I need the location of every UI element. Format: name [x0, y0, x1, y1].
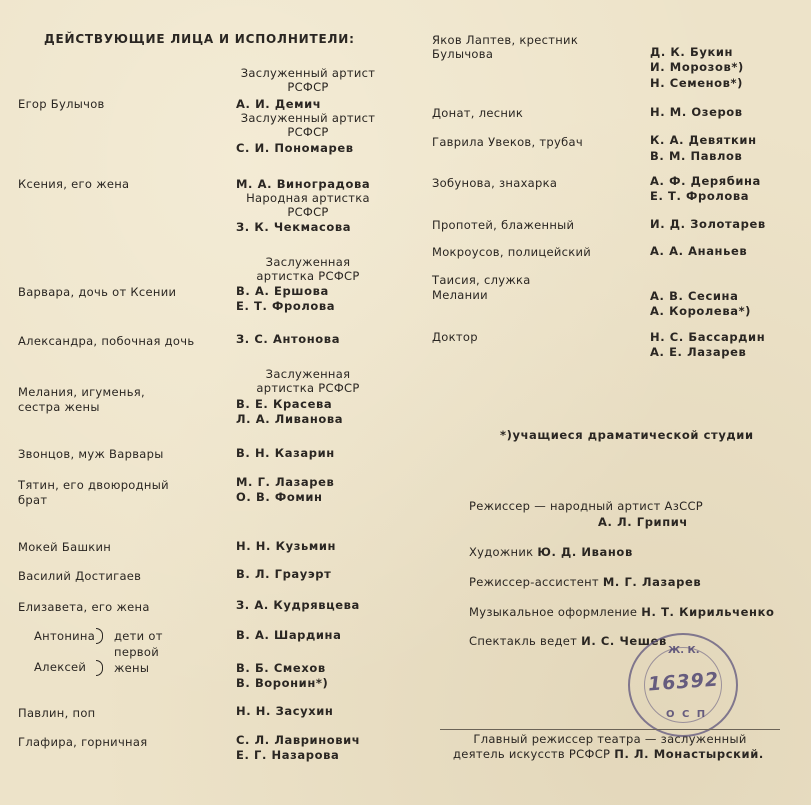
role-name: Мелании: [432, 288, 488, 302]
role-name: сестра жены: [18, 400, 100, 414]
actor-name: В. А. Шардина: [236, 628, 342, 642]
actor-name: К. А. Девяткин: [650, 133, 757, 147]
actor-name: А. И. Демич: [236, 97, 322, 111]
role-name: Елизавета, его жена: [18, 600, 150, 614]
actor-name: Н. Н. Кузьмин: [236, 539, 337, 553]
credit-label: Художник: [469, 545, 534, 559]
role-name: Мокей Башкин: [18, 540, 112, 554]
title-text: Заслуженный артист: [240, 66, 376, 80]
role-name: Егор Булычов: [18, 97, 105, 111]
actor-name: Е. Г. Назарова: [236, 748, 340, 762]
actor-name: А. Ф. Дерябина: [650, 174, 761, 188]
credit-name: И. С. Чешев: [581, 634, 667, 648]
stamp-number: 16392: [647, 668, 720, 696]
actor-name: З. С. Антонова: [236, 332, 341, 346]
credit-label: Режиссер-ассистент: [469, 575, 599, 589]
actor-name: М. Г. Лазарев: [236, 475, 335, 489]
role-name: Тятин, его двоюродный: [18, 478, 169, 492]
title-text: РСФСР: [287, 80, 329, 94]
role-name: Александра, побочная дочь: [18, 334, 195, 348]
actor-name: В. Воронин*): [236, 676, 329, 690]
actor-name: С. Л. Лавринович: [236, 733, 361, 747]
actor-name: Н. М. Озеров: [650, 105, 743, 119]
cast-heading: ДЕЙСТВУЮЩИЕ ЛИЦА И ИСПОЛНИТЕЛИ:: [44, 32, 355, 46]
title-text: Народная артистка: [246, 191, 370, 205]
assistant-credit: [469, 575, 701, 589]
actor-name: Н. Н. Засухин: [236, 704, 334, 718]
group-note: жены: [114, 661, 150, 675]
library-stamp: [628, 633, 738, 737]
bracket-shape: [96, 628, 103, 644]
role-name: Гаврила Увеков, трубач: [432, 135, 583, 149]
chief-director-title: деятель искусств РСФСР: [453, 747, 611, 761]
divider-line: [440, 729, 780, 730]
actor-name: Е. Т. Фролова: [236, 299, 336, 313]
actor-name: З. К. Чекмасова: [236, 220, 352, 234]
role-name: Василий Достигаев: [18, 569, 142, 583]
director-credit: Режиссер — народный артист АзССР: [469, 499, 704, 513]
group-note: дети от: [114, 629, 163, 643]
footnote: *)учащиеся драматической студии: [500, 428, 754, 442]
role-name: Булычова: [432, 47, 494, 61]
actor-name: В. А. Ершова: [236, 284, 329, 298]
actor-name: Н. Семенов*): [650, 76, 744, 90]
bracket-shape: [96, 660, 103, 676]
title-text: артистка РСФСР: [256, 269, 360, 283]
actor-name: С. И. Пономарев: [236, 141, 354, 155]
actor-name: Д. К. Букин: [650, 45, 734, 59]
credit-label: Музыкальное оформление: [469, 605, 638, 619]
actor-name: О. В. Фомин: [236, 490, 323, 504]
director-name: А. Л. Грипич: [598, 515, 688, 529]
role-name: Варвара, дочь от Ксении: [18, 285, 177, 299]
actor-name: В. Е. Красева: [236, 397, 333, 411]
role-name: Зобунова, знахарка: [432, 176, 558, 190]
actor-name: З. А. Кудрявцева: [236, 598, 360, 612]
credit-name: Ю. Д. Иванов: [537, 545, 633, 559]
actor-name: В. Л. Грауэрт: [236, 567, 332, 581]
chief-director-name: П. Л. Монастырский.: [614, 747, 764, 761]
artist-credit: [469, 545, 633, 559]
role-name: Пропотей, блаженный: [432, 218, 575, 232]
group-note: первой: [114, 645, 159, 659]
role-name: брат: [18, 493, 48, 507]
role-name: Алексей: [34, 660, 87, 674]
role-name: Глафира, горничная: [18, 735, 148, 749]
chief-director-line: [453, 747, 764, 761]
actor-name: А. А. Ананьев: [650, 244, 748, 258]
stamp-top-text: Ж. К.: [668, 645, 700, 656]
role-name: Звонцов, муж Варвары: [18, 447, 164, 461]
title-text: Заслуженная: [265, 255, 351, 269]
actor-name: А. В. Сесина: [650, 289, 739, 303]
role-name: Антонина: [34, 629, 96, 643]
actor-name: А. Е. Лазарев: [650, 345, 747, 359]
actor-name: А. Королева*): [650, 304, 752, 318]
role-name: Мелания, игуменья,: [18, 385, 145, 399]
role-name: Яков Лаптев, крестник: [432, 33, 579, 47]
stage-manager-credit: [469, 634, 667, 648]
actor-name: М. А. Виноградова: [236, 177, 371, 191]
title-text: Заслуженная: [265, 367, 351, 381]
role-name: Павлин, поп: [18, 706, 96, 720]
role-name: Мокроусов, полицейский: [432, 245, 592, 259]
credit-name: М. Г. Лазарев: [602, 575, 702, 589]
role-name: Доктор: [432, 330, 478, 344]
actor-name: Е. Т. Фролова: [650, 189, 750, 203]
credit-label: Спектакль ведет: [469, 634, 578, 648]
chief-director-line: Главный режиссер театра — заслуженный: [473, 732, 747, 746]
title-text: РСФСР: [287, 205, 329, 219]
role-name: Таисия, служка: [432, 273, 531, 287]
actor-name: В. Б. Смехов: [236, 661, 326, 675]
role-name: Донат, лесник: [432, 106, 524, 120]
title-text: Заслуженный артист: [240, 111, 376, 125]
actor-name: Н. С. Бассардин: [650, 330, 766, 344]
music-credit: [469, 605, 774, 619]
stamp-bottom-text: О С П: [666, 709, 708, 720]
title-text: РСФСР: [287, 125, 329, 139]
credit-name: Н. Т. Кирильченко: [641, 605, 775, 619]
role-name: Ксения, его жена: [18, 177, 130, 191]
actor-name: В. М. Павлов: [650, 149, 743, 163]
title-text: артистка РСФСР: [256, 381, 360, 395]
actor-name: И. Д. Золотарев: [650, 217, 766, 231]
actor-name: В. Н. Казарин: [236, 446, 335, 460]
actor-name: И. Морозов*): [650, 60, 744, 74]
actor-name: Л. А. Ливанова: [236, 412, 344, 426]
